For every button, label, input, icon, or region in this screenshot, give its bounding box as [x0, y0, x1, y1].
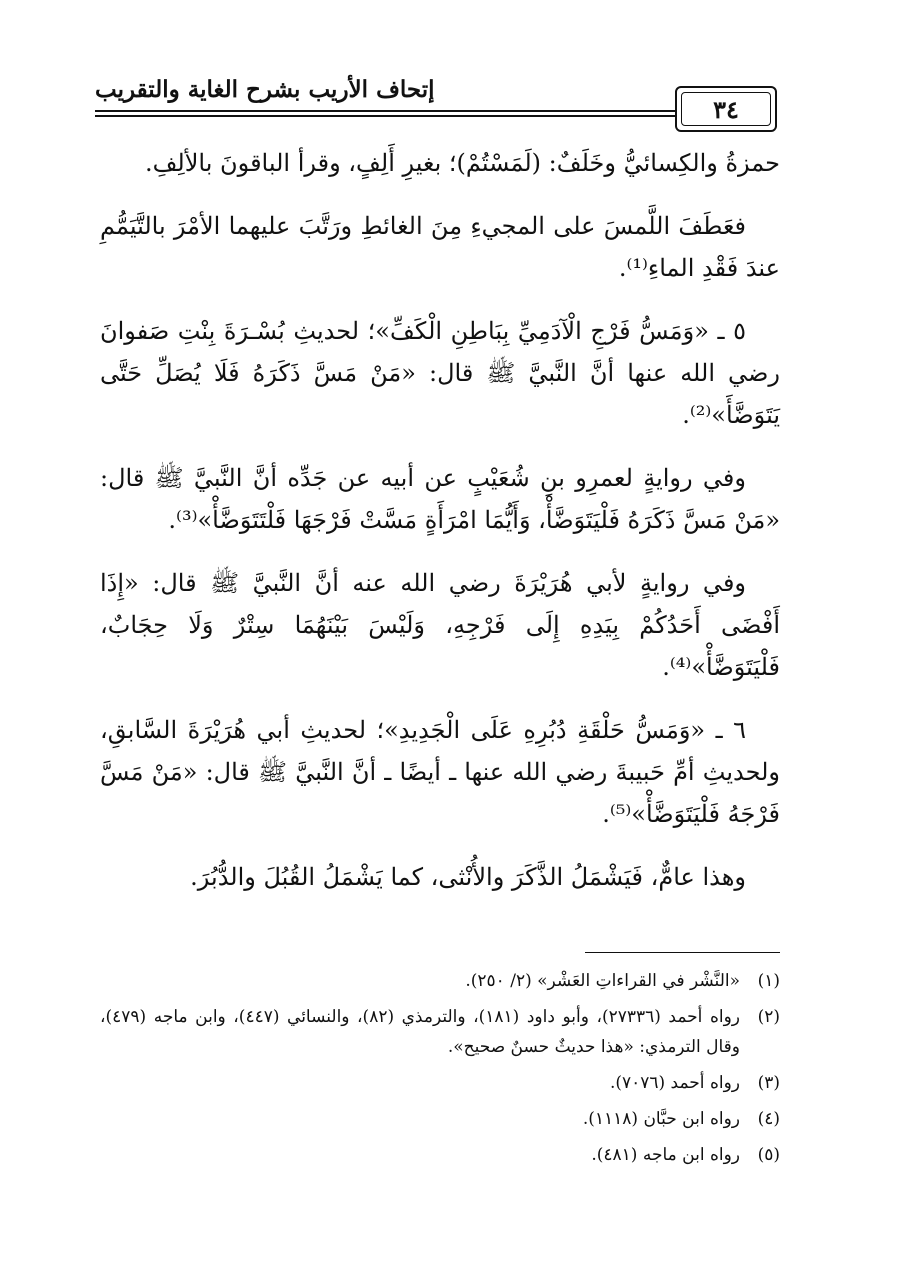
footnote-text: «النَّشْر في القراءاتِ العَشْر» (٢/ ٢٥٠). — [465, 971, 740, 991]
footnote-text: رواه ابن حبَّان (١١١٨). — [582, 1109, 740, 1129]
footnotes — [100, 966, 780, 1176]
footnote — [100, 966, 780, 996]
footnote-separator — [585, 952, 780, 953]
footnote — [100, 1002, 780, 1062]
paragraph: ٥ ـ «وَمَسُّ فَرْجِ الْآدَمِيِّ بِبَاطِنِ الْكَفِّ»؛ لحديثِ بُسْـرَةَ بِنْتِ صَفوانَ رضي الله عنها أنَّ النَّبيَّ ﷺ قال: «مَنْ مَسَّ ذَكَرَهُ فَلَا يُصَلِّ حَتَّى يَتَوَضَّأَ»⁽²⁾. — [100, 317, 780, 429]
footnote-text: رواه أحمد (٢٧٣٣٦)، وأبو داود (١٨١)، والترمذي (٨٢)، والنسائي (٤٤٧)، وابن ماجه (٤٧٩)، وقال الترمذي: «هذا حديثٌ حسنٌ صحيح». — [100, 1007, 740, 1057]
paragraph: فعَطَفَ اللَّمسَ على المجيءِ مِنَ الغائطِ ورَتَّبَ عليهما الأمْرَ بالتَّيَمُّمِ عندَ فَقْدِ الماءِ⁽¹⁾. — [100, 212, 780, 282]
footnote-number: (٥) — [757, 1145, 780, 1165]
paragraph: حمزةُ والكِسائيُّ وخَلَفٌ: (لَمَسْتُمْ)؛ بغيرِ أَلِفٍ، وقرأ الباقونَ بالألِفِ. — [144, 149, 780, 177]
paragraph: وفي روايةٍ لعمرِو بنِ شُعَيْبٍ عن أبيه عن جَدِّه أنَّ النَّبيَّ ﷺ قال: «مَنْ مَسَّ ذَكَرَهُ فَلْيَتَوَضَّأْ، وَأَيُّمَا امْرَأَةٍ مَسَّتْ فَرْجَهَا فَلْتَتَوَضَّأْ»⁽³⁾. — [100, 464, 780, 534]
page-header — [95, 72, 777, 132]
header-rule — [95, 115, 677, 117]
main-text — [100, 142, 780, 919]
footnote-number: (١) — [757, 971, 780, 991]
footnote-text: رواه أحمد (٧٠٧٦). — [609, 1073, 740, 1093]
paragraph: ٦ ـ «وَمَسُّ حَلْقَةِ دُبُرِهِ عَلَى الْجَدِيدِ»؛ لحديثِ أبي هُرَيْرَةَ السَّابقِ، ولحديثِ أمِّ حَبيبةَ رضي الله عنها ـ أيضًا ـ أنَّ النَّبيَّ ﷺ قال: «مَنْ مَسَّ فَرْجَهُ فَلْيَتَوَضَّأْ»⁽⁵⁾. — [100, 716, 780, 828]
footnote-number: (٣) — [757, 1073, 780, 1093]
header-rule — [95, 110, 677, 112]
page-number: ٣٤ — [681, 92, 771, 126]
running-title: إتحاف الأريب بشرح الغاية والتقريب — [95, 76, 435, 103]
footnote-text: رواه ابن ماجه (٤٨١). — [591, 1145, 740, 1165]
paragraph: وهذا عامٌّ، فَيَشْمَلُ الذَّكَرَ والأُنْثى، كما يَشْمَلُ القُبُلَ والدُّبُرَ. — [190, 863, 746, 891]
page-number-box — [675, 86, 777, 132]
paragraph: وفي روايةٍ لأبي هُرَيْرَةَ رضي الله عنه أنَّ النَّبيَّ ﷺ قال: «إِذَا أَفْضَى أَحَدُكُمْ بِيَدِهِ إِلَى فَرْجِهِ، وَلَيْسَ بَيْنَهُمَا سِتْرٌ وَلَا حِجَابٌ، فَلْيَتَوَضَّأْ»⁽⁴⁾. — [100, 569, 780, 681]
footnote-number: (٢) — [757, 1007, 780, 1027]
footnote — [100, 1068, 780, 1098]
footnote — [100, 1104, 780, 1134]
footnote-number: (٤) — [757, 1109, 780, 1129]
footnote — [100, 1140, 780, 1170]
